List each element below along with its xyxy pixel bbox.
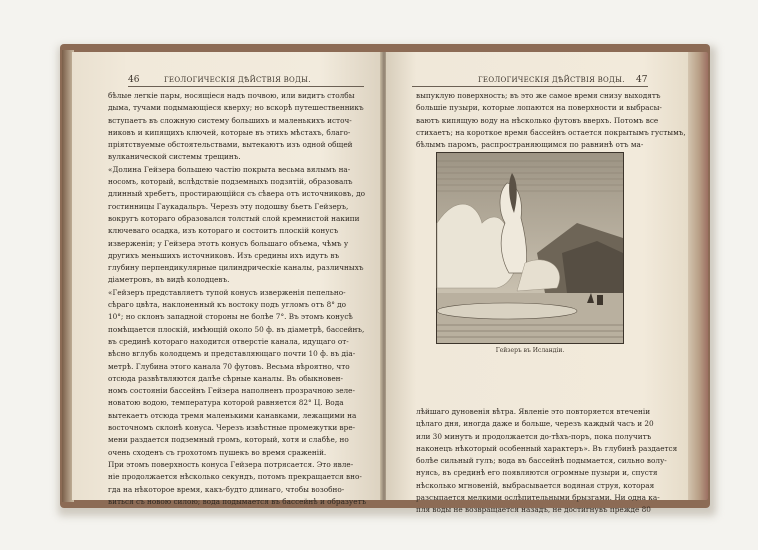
text-line: длинный хребетъ, простирающійся съ сѣвера отъ источниковъ, до xyxy=(108,189,365,199)
right-page-number: 47 xyxy=(636,75,648,85)
text-line: вокругъ котораго образовался толстый слой кремнистой накипи xyxy=(108,213,360,223)
text-line: цѣлаго дня, иногда даже и больше, черезъ каждый часъ и 20 xyxy=(416,419,654,429)
text-line: номъ состояніи бассейнъ Гейзера наполненъ прозрачною зеле- xyxy=(108,386,355,396)
text-line: выпуклую поверхность; въ это же самое время снизу выходятъ xyxy=(416,91,661,100)
text-line: носомъ, который, вслѣдствіе подземныхъ подзятій, образовалъ xyxy=(108,177,353,187)
book-page-edges-right xyxy=(686,52,708,500)
text-line: новатою водою, температура которой равняется 82° Ц. Вода xyxy=(108,398,344,408)
text-line: или 30 минутъ и продолжается до-тѣхъ-поръ, пока получитъ xyxy=(416,431,652,441)
text-line: гда на нѣкоторое время, какъ-будто длинаго, чтобы возобно- xyxy=(108,484,345,494)
text-line: «Долина Гейзера большею частію покрыта весьма вялымъ на- xyxy=(108,164,351,174)
text-line: ключеваго осадка, изъ котораго и состоитъ плоскій конусъ xyxy=(108,226,339,236)
text-line: глубину перпендикулярные цилиндрическіе каналы, различныхъ xyxy=(108,263,364,273)
illustration-caption: Гейзеръ въ Исландіи. xyxy=(495,347,565,354)
text-line: бѣлые легкіе пары, носящіеся надъ почвою, или видитъ столбы xyxy=(108,91,355,100)
text-line: дыма, тучами подымающіеся кверху; но вскорѣ путешественникъ xyxy=(108,103,364,113)
text-line: изверженія; у Гейзера этотъ конусъ большаго объема, чѣмъ у xyxy=(108,238,349,248)
text-line: вступаетъ въ сложную систему большихъ и маленькихъ источ- xyxy=(108,115,352,125)
right-page-text-bottom xyxy=(416,406,678,517)
text-line: наконецъ нѣкоторый особенный характеръ». Въ глубинѣ раздается xyxy=(416,443,678,453)
geyser-engraving-image xyxy=(437,153,623,343)
text-line: виться съ новою силою; вода подымается въ бассейнѣ и образуетъ xyxy=(108,496,367,506)
text-line: пріятствуемые обстоятельствами, вытекаютъ изъ одной общей xyxy=(108,140,353,150)
left-page-text xyxy=(108,90,366,508)
right-header-rule xyxy=(412,86,648,87)
text-line: діаметровъ, въ видѣ колодцевъ. xyxy=(108,275,230,285)
left-page-number: 46 xyxy=(128,75,140,85)
text-line: При этомъ поверхность конуса Гейзера потрясается. Это явле- xyxy=(108,459,354,469)
text-line: нуясь, въ срединѣ его появляются огромные пузыри и, спустя xyxy=(416,468,658,478)
text-line: ніе продолжается нѣсколько секундъ, потомъ прекращается вно- xyxy=(108,472,362,482)
text-line: большіе пузыри, которые лопаются на поверхности и выбрасы- xyxy=(416,103,662,113)
right-page-text-top xyxy=(416,90,686,151)
text-line: въ срединѣ котораго находится отверстіе канала, идущаго от- xyxy=(108,336,349,346)
text-line: отсюда развѣтвляются далѣе сѣрные каналы. Въ обыкновен- xyxy=(108,373,344,383)
text-line: вулканической системы трещинъ. xyxy=(108,152,241,162)
text-line: вѣсно вглубь колодцемъ и представляющаго почти 10 ф. въ діа- xyxy=(108,349,356,359)
text-line: стихаетъ; на короткое время бассейнъ остается покрытымъ густымъ, xyxy=(416,127,686,137)
text-line: ваютъ кипящую воду на нѣсколько футовъ вверхъ. Потомъ все xyxy=(416,115,659,125)
text-line: другихъ меньшихъ источниковъ. Изъ средины ихъ идутъ въ xyxy=(108,250,340,260)
text-line: 10°; но склонъ западной стороны не болѣе 7°. Въ этомъ конусѣ xyxy=(108,312,353,322)
left-page xyxy=(72,52,382,506)
right-page xyxy=(386,52,688,515)
left-header-rule xyxy=(128,86,364,87)
text-line: лѣйшаго дуновенія вѣтра. Явленіе это повторяется втеченіи xyxy=(416,407,651,416)
geyser-engraving xyxy=(436,152,624,344)
text-line: бѣлымъ паромъ, распространяющимся по равнинѣ отъ ма- xyxy=(416,140,644,150)
text-line: гостинницы Гаукадальръ. Черезъ эту подошву бьетъ Гейзеръ, xyxy=(108,201,349,211)
text-line: пля воды не возвращается назадъ, не достигнувъ прежде 80 xyxy=(416,505,651,515)
text-line: вытекаетъ отсюда тремя маленькими канавками, лежащими на xyxy=(108,410,357,420)
text-line: «Гейзеръ представляетъ тупой конусъ изверженія пепельно- xyxy=(108,287,346,297)
text-line: очень сходенъ съ грохотомъ пушекъ во время сраженій. xyxy=(108,447,327,457)
text-line: метрѣ. Глубина этого канала 70 футовъ. Весьма вѣроятно, что xyxy=(108,361,350,371)
right-running-head: ГЕОЛОГИЧЕСКІЯ ДѢЙСТВІЯ ВОДЫ. xyxy=(478,76,625,84)
text-line: болѣе сильный гулъ; вода въ бассейнѣ подымается, сильно волу- xyxy=(416,456,667,466)
text-line: мени раздается подземный громъ, который, хотя и слабѣе, но xyxy=(108,435,349,445)
left-running-head: ГЕОЛОГИЧЕСКІЯ ДѢЙСТВІЯ ВОДЫ. xyxy=(164,76,311,84)
text-line: разсыпается мелкими ослѣпительными брызгами. Ни одна ка- xyxy=(416,493,660,503)
text-line: никовъ и кипящихъ ключей, которые въ этихъ мѣстахъ, благо- xyxy=(108,127,351,137)
text-line: нѣсколько мгновеній, выбрасывается водяная струя, которая xyxy=(416,480,655,490)
text-line: сѣраго цвѣта, наклоненный къ востоку подъ угломъ отъ 8° до xyxy=(108,300,347,310)
text-line: помѣщается плоскій, имѣющій около 50 ф. въ діаметрѣ, бассейнъ, xyxy=(108,324,365,334)
text-line: восточномъ склонѣ конуса. Черезъ извѣстные промежутки вре- xyxy=(108,423,356,433)
